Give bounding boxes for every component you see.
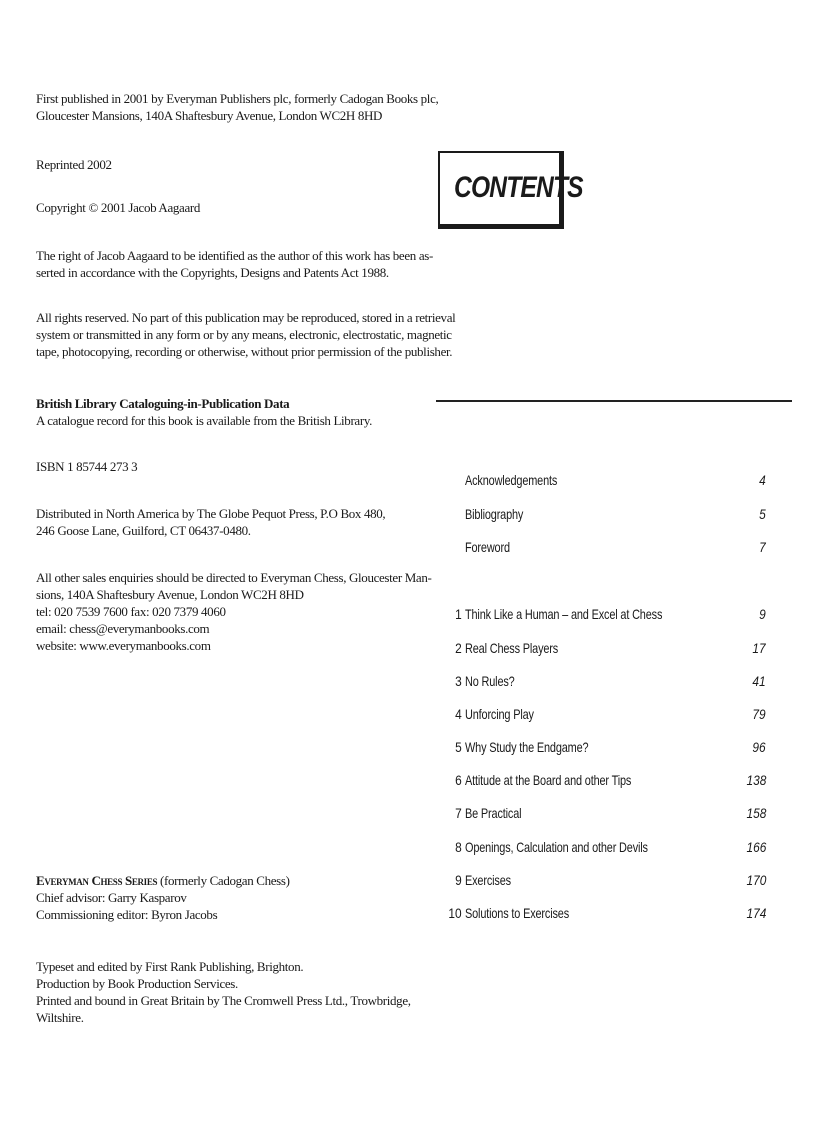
toc-page-number: 170: [746, 872, 766, 888]
toc-chapter[interactable]: [440, 837, 770, 857]
toc-page-number: 17: [752, 640, 766, 656]
chapter-number: 5: [455, 739, 462, 755]
enquiries-line: email: chess@everymanbooks.com: [36, 621, 210, 636]
toc-title: Real Chess Players: [465, 640, 559, 656]
toc-page-number: 166: [746, 839, 766, 855]
rights-reserved-notice: [36, 309, 456, 360]
toc-title: Acknowledgements: [465, 472, 558, 488]
toc-page-number: 5: [759, 506, 766, 522]
copyright-text: Copyright © 2001 Jacob Aagaard: [36, 200, 201, 215]
enquiries-line: sions, 140A Shaftesbury Avenue, London WC2H 8HD: [36, 587, 304, 602]
toc-chapter[interactable]: [440, 604, 770, 624]
cip-data: [36, 395, 416, 429]
toc-title: Unforcing Play: [465, 706, 534, 722]
enquiries-line: tel: 020 7539 7600 fax: 020 7379 4060: [36, 604, 226, 619]
toc-page-number: 79: [752, 706, 766, 722]
isbn-text: ISBN 1 85744 273 3: [36, 459, 138, 474]
contents-title-box: [438, 151, 583, 229]
publication-line: First published in 2001 by Everyman Publishers plc, formerly Cadogan Books plc,: [36, 91, 439, 106]
copyright-info: [36, 199, 416, 216]
toc-entry[interactable]: [440, 504, 770, 524]
rights-line: All rights reserved. No part of this publication may be reproduced, stored in a retrieval: [36, 310, 456, 325]
toc-page-number: 9: [759, 606, 766, 622]
toc-chapter[interactable]: [440, 903, 770, 923]
chapter-number: 1: [455, 606, 462, 622]
chapter-number: 9: [455, 872, 462, 888]
moral-rights-line: serted in accordance with the Copyrights, Designs and Patents Act 1988.: [36, 265, 389, 280]
enquiries-line: All other sales enquiries should be directed to Everyman Chess, Gloucester Man-: [36, 570, 432, 585]
chapter-number: 7: [455, 805, 462, 821]
isbn-info: [36, 458, 416, 475]
series-line: [36, 872, 416, 889]
toc-entry[interactable]: [440, 537, 770, 557]
chapter-number: 4: [455, 706, 462, 722]
rights-line: tape, photocopying, recording or otherwise, without prior permission of the publisher.: [36, 344, 453, 359]
toc-title: No Rules?: [465, 673, 515, 689]
toc-title: Exercises: [465, 872, 511, 888]
production-line: Typeset and edited by First Rank Publishing, Brighton.: [36, 959, 304, 974]
distribution-info: [36, 505, 416, 539]
toc-chapter[interactable]: [440, 638, 770, 658]
toc-title: Foreword: [465, 539, 510, 555]
chapter-number: 2: [455, 640, 462, 656]
rights-line: system or transmitted in any form or by any means, electronic, electrostatic, magnetic: [36, 327, 452, 342]
toc-page-number: 7: [759, 539, 766, 555]
toc-page-number: 4: [759, 472, 766, 488]
toc-title: Solutions to Exercises: [465, 905, 570, 921]
chapter-number: 10: [448, 905, 462, 921]
distribution-line: Distributed in North America by The Globe Pequot Press, P.O Box 480,: [36, 506, 386, 521]
chief-advisor: Chief advisor: Garry Kasparov: [36, 890, 187, 905]
toc-title: Be Practical: [465, 805, 522, 821]
publication-info: [36, 90, 439, 124]
enquiries-line: website: www.everymanbooks.com: [36, 638, 211, 653]
toc-chapter[interactable]: [440, 737, 770, 757]
production-info: [36, 958, 416, 1026]
toc-title: Think Like a Human – and Excel at Chess: [465, 606, 663, 622]
reprinted-text: Reprinted 2002: [36, 157, 112, 172]
moral-rights-notice: [36, 247, 433, 281]
toc-title: Bibliography: [465, 506, 524, 522]
cip-heading: British Library Cataloguing-in-Publication Data: [36, 396, 290, 411]
toc-title: Attitude at the Board and other Tips: [465, 772, 632, 788]
toc-chapter[interactable]: [440, 671, 770, 691]
series-note: (formerly Cadogan Chess): [157, 873, 290, 888]
toc-page-number: 158: [746, 805, 766, 821]
toc-chapter[interactable]: [440, 770, 770, 790]
production-line: Printed and bound in Great Britain by The Cromwell Press Ltd., Trowbridge,: [36, 993, 411, 1008]
toc-title: Openings, Calculation and other Devils: [465, 839, 648, 855]
toc-entry[interactable]: [440, 470, 770, 490]
publication-line: Gloucester Mansions, 140A Shaftesbury Avenue, London WC2H 8HD: [36, 108, 383, 123]
toc-page-number: 41: [752, 673, 766, 689]
moral-rights-line: The right of Jacob Aagaard to be identified as the author of this work has been as-: [36, 248, 433, 263]
toc-chapter[interactable]: [440, 870, 770, 890]
chapter-number: 6: [455, 772, 462, 788]
commissioning-editor: Commissioning editor: Byron Jacobs: [36, 907, 218, 922]
toc-page-number: 174: [746, 905, 766, 921]
production-line: Production by Book Production Services.: [36, 976, 238, 991]
toc-chapter[interactable]: [440, 803, 770, 823]
production-line: Wiltshire.: [36, 1010, 84, 1025]
toc-page-number: 96: [752, 739, 766, 755]
series-name: Everyman Chess Series: [36, 873, 158, 888]
toc-chapter[interactable]: [440, 704, 770, 724]
contents-title: CONTENTS: [454, 171, 583, 204]
cip-text: A catalogue record for this book is available from the British Library.: [36, 413, 373, 428]
chapter-number: 8: [455, 839, 462, 855]
chapter-number: 3: [455, 673, 462, 689]
series-info: [36, 872, 416, 923]
reprint-info: [36, 156, 416, 173]
sales-enquiries: [36, 569, 432, 654]
toc-page-number: 138: [746, 772, 766, 788]
divider: [436, 400, 792, 402]
toc-title: Why Study the Endgame?: [465, 739, 589, 755]
distribution-line: 246 Goose Lane, Guilford, CT 06437-0480.: [36, 523, 251, 538]
